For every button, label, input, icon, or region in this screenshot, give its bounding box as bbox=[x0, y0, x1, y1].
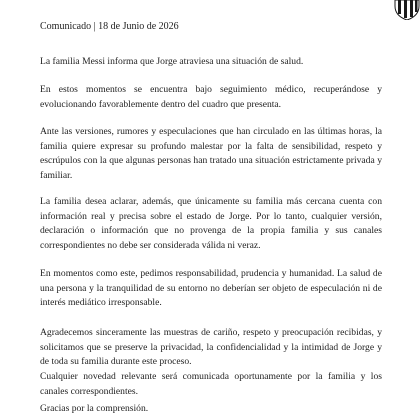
paragraph-responsibility: En momentos como este, pedimos responsabilidad, prudencia y humanidad. La salud de una persona y la tranquilidad de su entorno no deberían ser objeto de especulación ni de interés mediático irresponsable. bbox=[40, 268, 382, 309]
paragraph-clarification: La familia desea aclarar, además, que únicamente su familia más cercana cuenta con información real y precisa sobre el estado de Jorge. Por lo tanto, cualquier versión, declaración o información que no provenga de la propia familia y sus canales correspondientes no debe ser considerada válida ni veraz. bbox=[40, 196, 382, 251]
club-crest-icon bbox=[394, 0, 420, 20]
paragraph-medical-status: En estos momentos se encuentra bajo seguimiento médico, recuperándose y evolucionando favorablemente dentro del cuadro que presenta. bbox=[40, 84, 382, 110]
paragraph-updates: Cualquier novedad relevante será comunicada oportunamente por la familia y los canales correspondientes. bbox=[40, 371, 382, 397]
statement-header bbox=[40, 21, 179, 33]
header-date: 18 de Junio de 2026 bbox=[98, 21, 179, 32]
header-separator: | bbox=[93, 21, 96, 32]
paragraph-intro: La familia Messi informa que Jorge atraviesa una situación de salud. bbox=[40, 56, 304, 67]
paragraph-thanks: Gracias por la comprensión. bbox=[40, 403, 149, 414]
header-label: Comunicado bbox=[40, 21, 92, 32]
paragraph-rumors: Ante las versiones, rumores y especulaciones que han circulado en las últimas horas, la familia quiere expresar su profundo malestar por la falta de sensibilidad, respeto y escrúpulos con la que algunas personas han tratado una situación estrictamente privada y familiar. bbox=[40, 126, 382, 181]
paragraph-gratitude: Agradecemos sinceramente las muestras de cariño, respeto y preocupación recibidas, y solicitamos que se preserve la privacidad, la confidencialidad y la intimidad de Jorge y de toda su familia durante este proceso. bbox=[40, 327, 382, 368]
